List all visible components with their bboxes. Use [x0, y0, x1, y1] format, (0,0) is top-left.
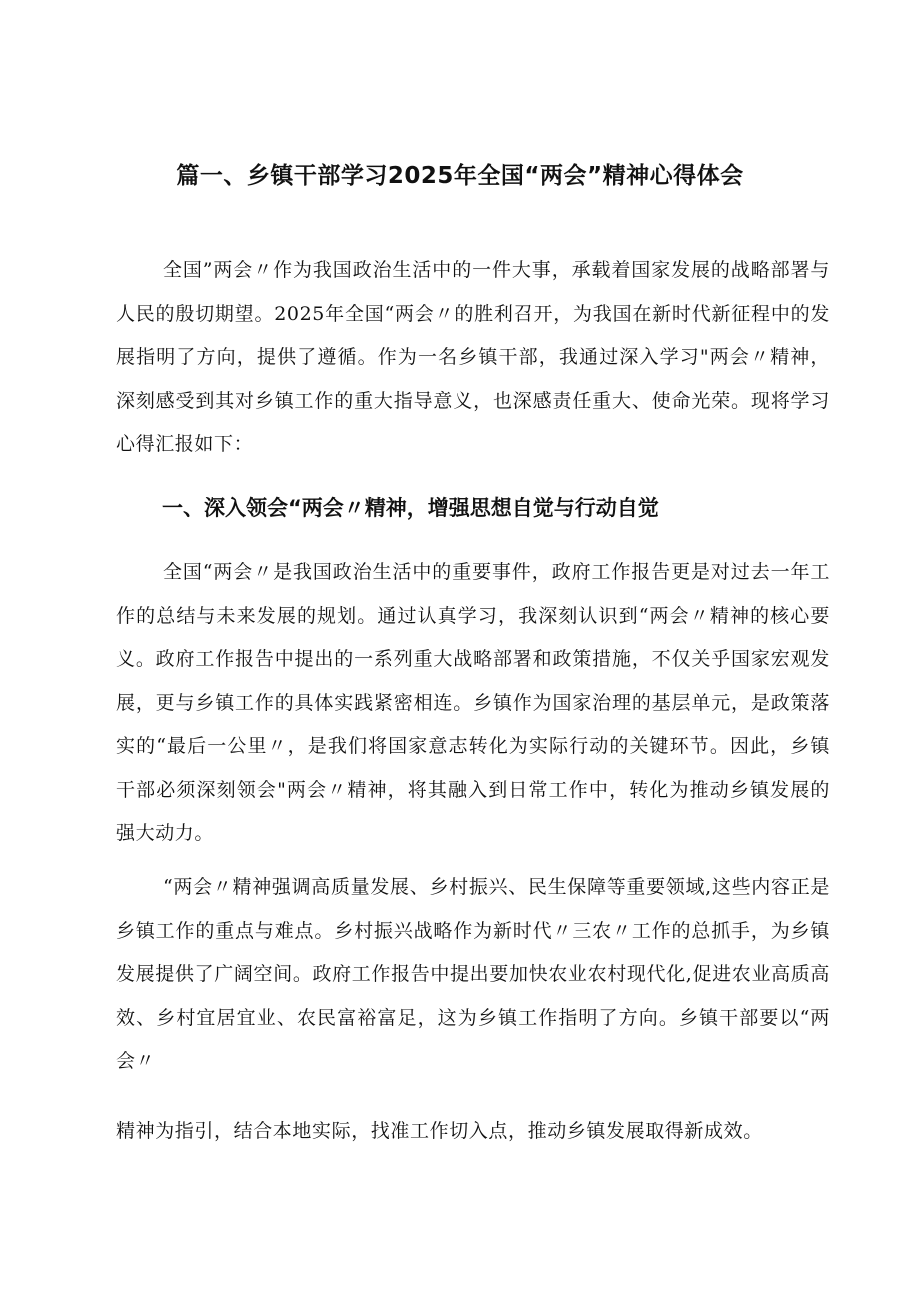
body-paragraph: “两会〃精神强调高质量发展、乡村振兴、民生保障等重要领域,这些内容正是乡镇工作的重点与难点。乡村振兴战略作为新时代〃三农〃工作的总抓手，为乡镇发展提供了广阔空间。政府工作报告中提出要加快农业农村现代化,促进农业高质高效、乡村宜居宜业、农民富裕富足，这为乡镇工作指明了方向。乡镇干部要以“两会〃	[116, 876, 830, 1072]
document-title: 篇一、乡镇干部学习2025年全国“两会”精神心得体会	[176, 163, 744, 189]
body-paragraph: 全国“两会〃是我国政治生活中的重要事件，政府工作报告更是对过去一年工作的总结与未来发展的规划。通过认真学习，我深刻认识到“两会〃精神的核心要义。政府工作报告中提出的一系列重大战略部署和政策措施，不仅关乎国家宏观发展，更与乡镇工作的具体实践紧密相连。乡镇作为国家治理的基层单元，是政策落实的“最后一公里〃，是我们将国家意志转化为实际行动的关键环节。因此，乡镇干部必须深刻领会"两会〃精神，将其融入到日常工作中，转化为推动乡镇发展的强大动力。	[116, 561, 830, 844]
intro-paragraph: 全国”两会〃作为我国政治生活中的一件大事，承载着国家发展的战略部署与人民的殷切期望。2025年全国“两会〃的胜利召开，为我国在新时代新征程中的发展指明了方向，提供了遵循。作为一名乡镇干部，我通过深入学习"两会〃精神，深刻感受到其对乡镇工作的重大指导意义，也深感责任重大、使命光荣。现将学习心得汇报如下：	[116, 259, 830, 455]
section-heading: 一、深入领会“两会〃精神，增强思想自觉与行动自觉	[162, 496, 659, 520]
body-paragraph-continuation: 精神为指引，结合本地实际，找准工作切入点，推动乡镇发展取得新成效。	[116, 1120, 763, 1142]
